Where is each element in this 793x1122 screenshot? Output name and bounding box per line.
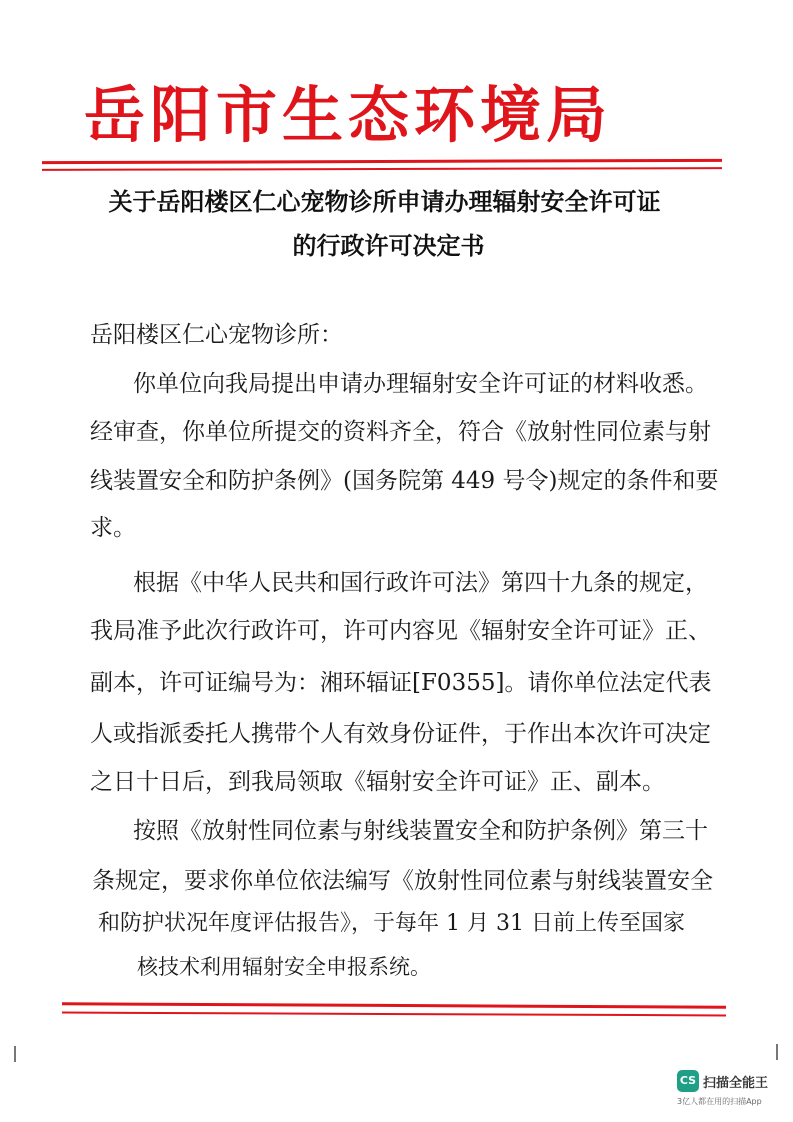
paragraph-2-line: 副本，许可证编号为：湘环辐证[F0355]。请你单位法定代表 [90,670,712,696]
paragraph-3-line: 和防护状况年度评估报告》，于每年 1 月 31 日前上传至国家 [98,911,685,936]
paragraph-1-line: 经审查，你单位所提交的资料齐全，符合《放射性同位素与射 [90,419,711,445]
scan-edge-mark [776,1044,778,1060]
paragraph-3-line: 条规定，要求你单位依法编写《放射性同位素与射线装置安全 [92,868,713,894]
paragraph-1-line: 求。 [90,515,136,541]
addressee: 岳阳楼区仁心宠物诊所： [90,322,343,348]
footer-rule-thick [62,1002,726,1008]
scanner-app-name: 扫描全能王 [703,1076,769,1091]
scanner-watermark [677,1070,781,1110]
document-title-line-1: 关于岳阳楼区仁心宠物诊所申请办理辐射安全许可证 [108,188,661,216]
footer-rule-thin [62,1012,726,1016]
document-title-line-2: 的行政许可决定书 [292,232,485,260]
letterhead-title: 岳阳市生态环境局 [84,80,613,151]
scan-edge-mark [14,1046,16,1062]
scanner-tagline: 3亿人都在用的扫描App [677,1097,762,1106]
paragraph-1-line: 线装置安全和防护条例》(国务院第 449 号令)规定的条件和要 [90,468,719,494]
paragraph-3-line: 核技术利用辐射安全申报系统。 [137,955,431,979]
paragraph-2-line: 人或指派委托人携带个人有效身份证件，于作出本次许可决定 [90,721,711,747]
letterhead-rule-thick [42,159,722,164]
letterhead-rule-thin [42,167,722,170]
paragraph-2-line: 之日十日后，到我局领取《辐射安全许可证》正、副本。 [90,769,665,795]
paragraph-2-line: 我局准予此次行政许可，许可内容见《辐射安全许可证》正、 [90,618,711,644]
camscanner-logo-icon: CS [677,1070,699,1092]
paragraph-1-line: 你单位向我局提出申请办理辐射安全许可证的材料收悉。 [133,371,708,397]
paragraph-3-line: 按照《放射性同位素与射线装置安全和防护条例》第三十 [133,818,708,844]
paragraph-2-line: 根据《中华人民共和国行政许可法》第四十九条的规定， [133,570,708,596]
